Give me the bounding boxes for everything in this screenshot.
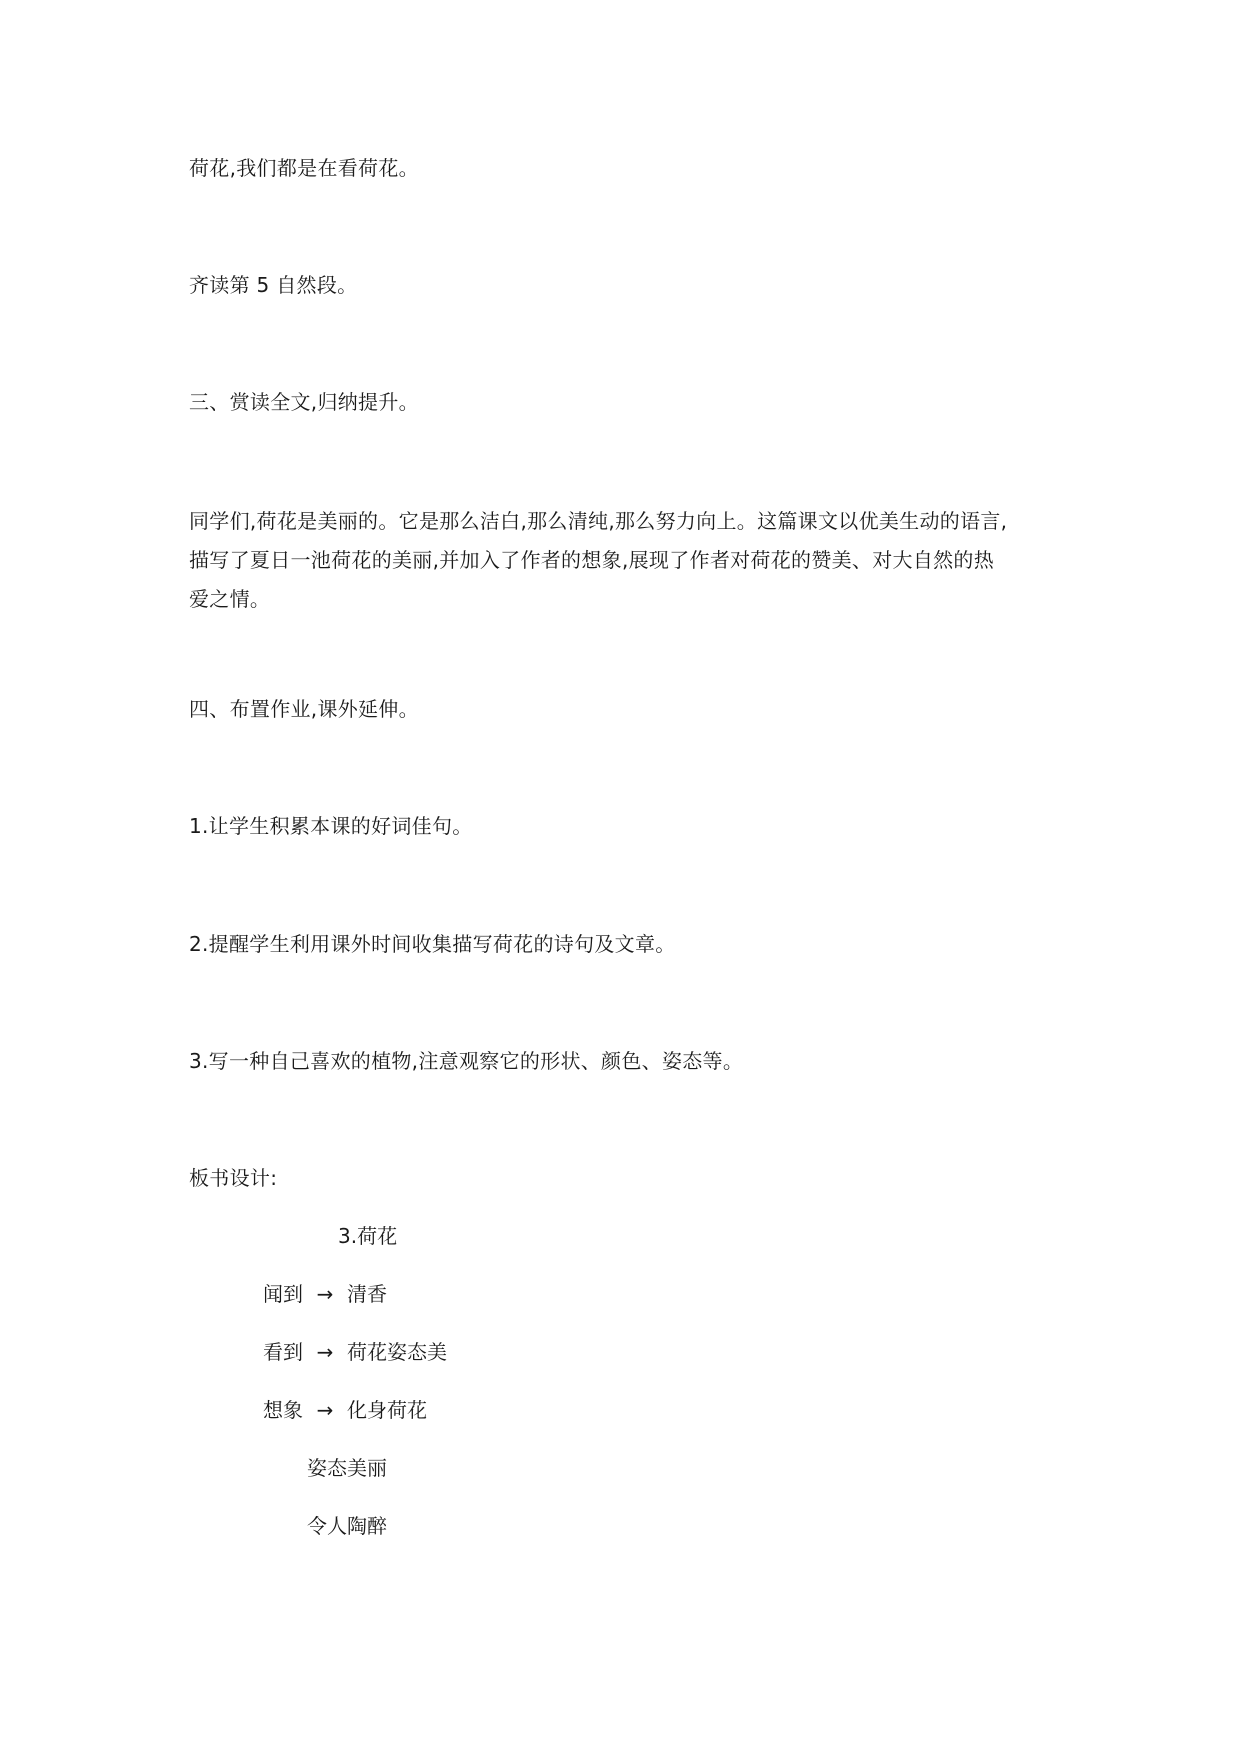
summary-paragraph [189,502,1069,619]
homework-item: 1.让学生积累本课的好词佳句。 [189,814,473,838]
section-heading: 三、赏读全文,归纳提升。 [189,390,419,414]
board-row [263,1395,427,1425]
paragraph-line: 爱之情。 [189,587,271,611]
board-row-right: 清香 [347,1282,387,1306]
homework-item: 2.提醒学生利用课外时间收集描写荷花的诗句及文章。 [189,932,676,956]
homework-item: 3.写一种自己喜欢的植物,注意观察它的形状、颜色、姿态等。 [189,1049,744,1073]
text-line: 荷花,我们都是在看荷花。 [189,156,419,180]
board-title: 3.荷花 [338,1224,398,1248]
text-line: 齐读第 5 自然段。 [189,273,358,297]
paragraph-line: 描写了夏日一池荷花的美丽,并加入了作者的想象,展现了作者对荷花的赞美、对大自然的热 [189,548,995,572]
arrow-icon: → [316,1282,334,1306]
board-row-left: 闻到 [263,1282,303,1306]
board-note: 姿态美丽 [307,1456,387,1480]
paragraph-line: 同学们,荷花是美丽的。它是那么洁白,那么清纯,那么努力向上。这篇课文以优美生动的语言, [189,509,1008,533]
board-note: 令人陶醉 [307,1514,387,1538]
board-heading: 板书设计: [189,1166,278,1190]
arrow-icon: → [316,1398,334,1422]
board-row-right: 荷花姿态美 [347,1340,447,1364]
board-row [263,1279,387,1309]
arrow-icon: → [316,1340,334,1364]
board-row-left: 看到 [263,1340,303,1364]
board-row-left: 想象 [263,1398,303,1422]
section-heading: 四、布置作业,课外延伸。 [189,697,419,721]
board-row-right: 化身荷花 [347,1398,427,1422]
board-row [263,1337,447,1367]
